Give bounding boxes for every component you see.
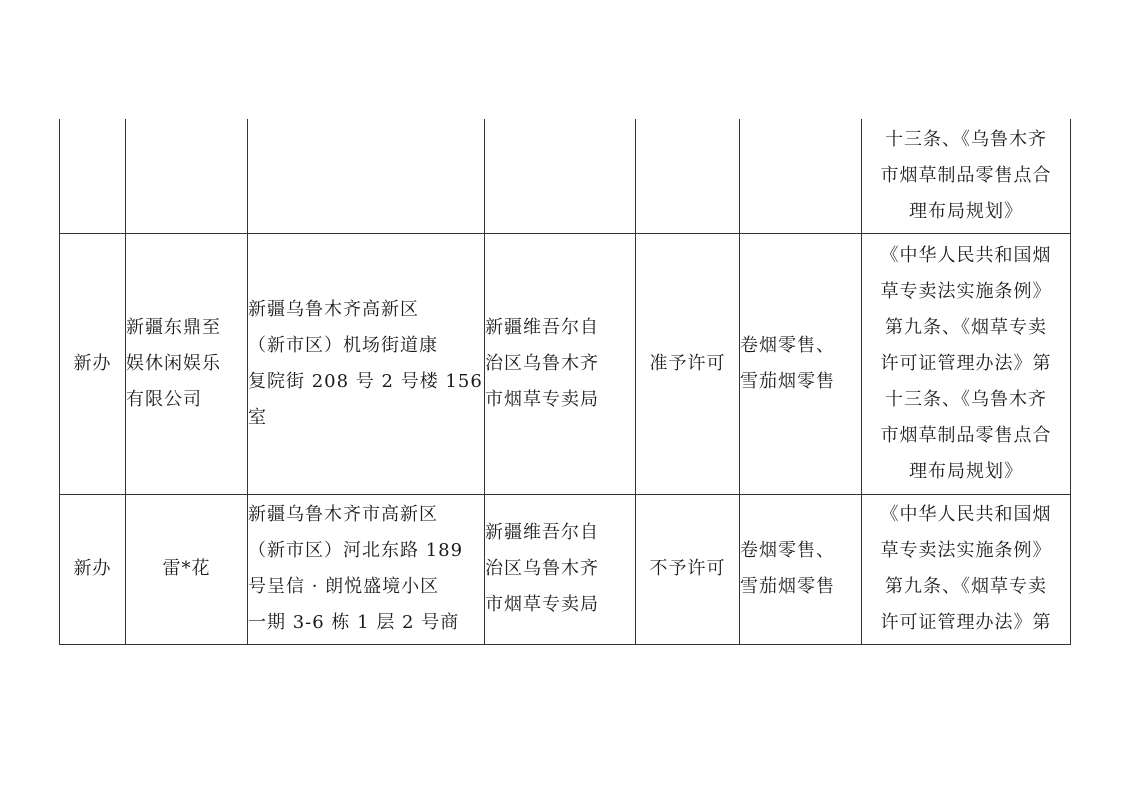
table-row [60, 233, 1071, 494]
decision-cell: 准予许可 [636, 233, 740, 494]
address-cell: 新疆乌鲁木齐市高新区 （新市区）河北东路 189 号呈信 · 朗悦盛境小区 一期 3-6 栋 1 层 2 号商 [248, 494, 485, 644]
type-cell: 新办 [60, 494, 126, 644]
decision-cell: 不予许可 [636, 494, 740, 644]
decision-cell [636, 119, 740, 233]
type-cell [60, 119, 126, 233]
basis-cell: 《中华人民共和国烟 草专卖法实施条例》 第九条、《烟草专卖 许可证管理办法》第 十三条、《乌鲁木齐 市烟草制品零售点合 理布局规划》 [862, 233, 1071, 494]
address-cell: 新疆乌鲁木齐高新区 （新市区）机场街道康 复院街 208 号 2 号楼 156 室 [248, 233, 485, 494]
authority-cell: 新疆维吾尔自 治区乌鲁木齐 市烟草专卖局 [485, 233, 636, 494]
name-cell: 雷*花 [126, 494, 248, 644]
name-cell [126, 119, 248, 233]
authority-cell [485, 119, 636, 233]
table-row [60, 494, 1071, 644]
basis-cell: 《中华人民共和国烟 草专卖法实施条例》 第九条、《烟草专卖 许可证管理办法》第 [862, 494, 1071, 644]
address-cell [248, 119, 485, 233]
scope-cell: 卷烟零售、 雪茄烟零售 [740, 233, 862, 494]
scope-cell [740, 119, 862, 233]
basis-cell: 十三条、《乌鲁木齐 市烟草制品零售点合 理布局规划》 [862, 119, 1071, 233]
scope-cell: 卷烟零售、 雪茄烟零售 [740, 494, 862, 644]
license-table [59, 119, 1071, 645]
table-row [60, 119, 1071, 233]
name-cell: 新疆东鼎至 娱休闲娱乐 有限公司 [126, 233, 248, 494]
authority-cell: 新疆维吾尔自 治区乌鲁木齐 市烟草专卖局 [485, 494, 636, 644]
type-cell: 新办 [60, 233, 126, 494]
